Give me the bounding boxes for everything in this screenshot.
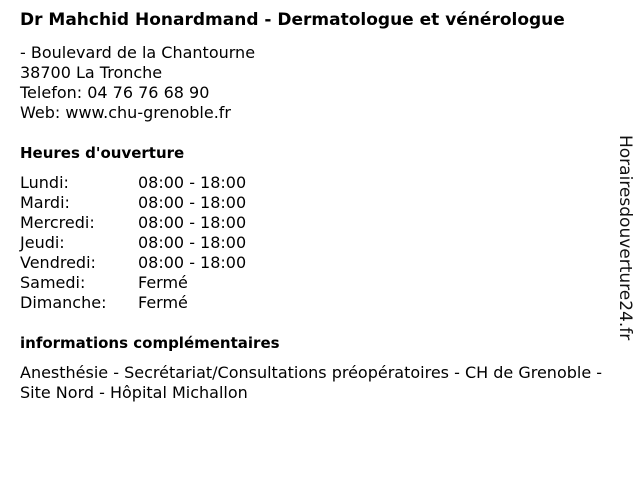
hours-day: Lundi: [20, 173, 69, 192]
hours-time: Fermé [138, 293, 188, 312]
hours-time: 08:00 - 18:00 [138, 193, 247, 212]
hours-row-thursday [20, 233, 605, 253]
address-web: Web: www.chu-grenoble.fr [20, 103, 231, 122]
hours-row-friday [20, 253, 605, 273]
hours-time: Fermé [138, 273, 188, 292]
hours-day: Dimanche: [20, 293, 107, 312]
hours-row-saturday [20, 273, 605, 293]
hours-time: 08:00 - 18:00 [138, 213, 247, 232]
hours-row-tuesday [20, 193, 605, 213]
address-block [20, 43, 605, 123]
hours-day: Mardi: [20, 193, 70, 212]
watermark-text: Horairesdouverture24.fr [615, 135, 635, 341]
address-street: - Boulevard de la Chantourne [20, 43, 256, 62]
site-watermark [610, 135, 636, 345]
hours-time: 08:00 - 18:00 [138, 233, 247, 252]
hours-table [20, 173, 605, 313]
hours-day: Jeudi: [20, 233, 65, 252]
page-title: Dr Mahchid Honardmand - Dermatologue et vénérologue [20, 10, 565, 30]
hours-row-wednesday [20, 213, 605, 233]
hours-row-sunday [20, 293, 605, 313]
hours-day: Vendredi: [20, 253, 96, 272]
hours-day: Mercredi: [20, 213, 95, 232]
hours-time: 08:00 - 18:00 [138, 253, 247, 272]
hours-heading: Heures d'ouverture [20, 144, 185, 162]
info-text: Anesthésie - Secrétariat/Consultations préopératoires - CH de Grenoble - Site Nord - Hôpital Michallon [20, 363, 603, 402]
listing-card [20, 10, 605, 403]
address-city: 38700 La Tronche [20, 63, 163, 82]
hours-row-monday [20, 173, 605, 193]
hours-day: Samedi: [20, 273, 86, 292]
hours-time: 08:00 - 18:00 [138, 173, 247, 192]
info-heading: informations complémentaires [20, 334, 280, 352]
address-phone: Telefon: 04 76 76 68 90 [20, 83, 210, 102]
